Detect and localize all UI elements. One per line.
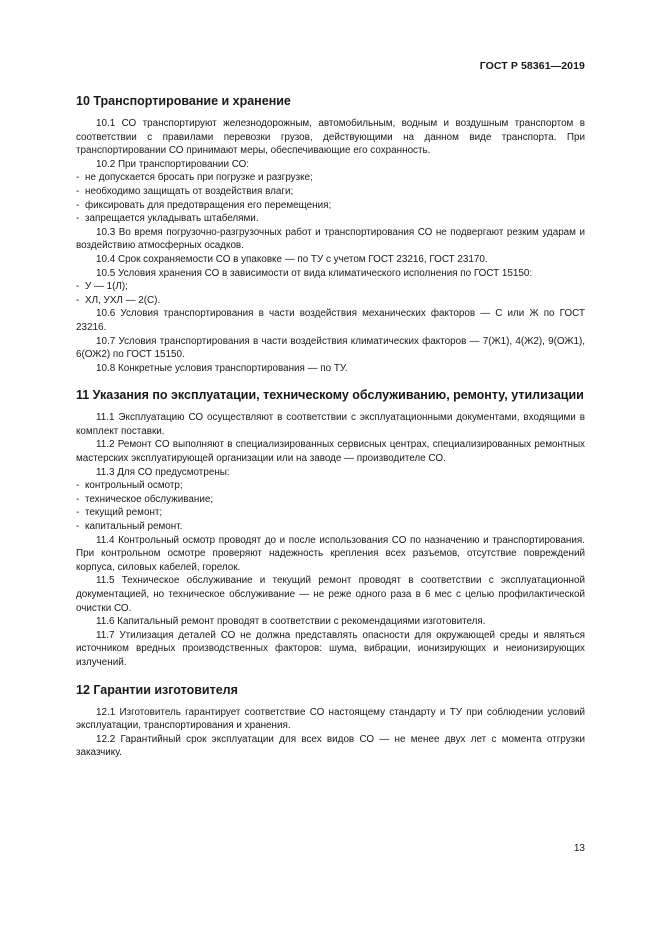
section-title: 11 Указания по эксплуатации, техническому обслуживанию, ремонту, утилизации <box>76 388 584 403</box>
section-11 <box>76 387 585 669</box>
document-body <box>76 93 585 772</box>
paragraph: 11.1 Эксплуатацию СО осуществляют в соответствии с эксплуатационными документами, входящими в комплект поставки. <box>76 412 585 437</box>
paragraph: 11.5 Техническое обслуживание и текущий ремонт проводят в соответствии с эксплуатационной документацией, но техническое обслуживание — не реже одного раза в 6 мес с целью профилактической очистки СО. <box>76 575 585 614</box>
list-item <box>76 185 585 199</box>
list-item-text: необходимо защищать от воздействия влаги; <box>85 185 294 197</box>
paragraph: 10.6 Условия транспортирования в части воздействия механических факторов — С или Ж по ГОСТ 23216. <box>76 308 585 333</box>
list-item-text: техническое обслуживание; <box>85 493 214 505</box>
list-item <box>76 199 585 213</box>
paragraph: 12.1 Изготовитель гарантирует соответствие СО настоящему стандарту и ТУ при соблюдении условий эксплуатации, транспортирования и хранения. <box>76 706 585 732</box>
paragraph: 10.3 Во время погрузочно-разгрузочных работ и транспортирования СО не подвергают резким ударам и воздействию атмосферных осадков. <box>76 226 585 252</box>
list-dash: - <box>76 185 80 197</box>
list-dash: - <box>76 507 80 519</box>
section-12 <box>76 682 585 760</box>
list-dash: - <box>76 281 80 293</box>
paragraph: 10.8 Конкретные условия транспортирования — по ТУ. <box>96 362 348 374</box>
list-item-text: запрещается укладывать штабелями. <box>85 213 259 225</box>
list-item-text: фиксировать для предотвращения его перемещения; <box>85 199 332 211</box>
list-item <box>76 212 585 226</box>
paragraph: 10.4 Срок сохраняемости СО в упаковке — по ТУ с учетом ГОСТ 23216, ГОСТ 23170. <box>96 253 488 265</box>
list-dash: - <box>76 172 80 184</box>
list-item <box>76 171 585 185</box>
paragraph: 10.1 СО транспортируют железнодорожным, автомобильным, водным и воздушным транспортом в соответствии с правилами перевозки грузов, действующими на данном виде транспорта. При транспортировании СО принимают меры, обеспечивающие его сохранность. <box>76 118 585 157</box>
section-10 <box>76 93 585 375</box>
list-dash: - <box>76 493 80 505</box>
list-item <box>76 294 585 308</box>
document-code: ГОСТ Р 58361—2019 <box>479 60 585 72</box>
page-number: 13 <box>573 843 585 854</box>
list-item-text: У — 1(Л); <box>85 281 128 293</box>
paragraph: 11.7 Утилизация деталей СО не должна представлять опасности для окружающей среды и являться источником вредных производственных факторов: шума, вибрации, ионизирующих и неионизирующих излучений. <box>76 629 585 668</box>
paragraph: 11.3 Для СО предусмотрены: <box>96 466 230 478</box>
list-item-text: ХЛ, УХЛ — 2(С). <box>85 294 161 306</box>
section-title: 12 Гарантии изготовителя <box>76 682 238 697</box>
list-item <box>76 479 585 493</box>
list-item <box>76 520 585 534</box>
paragraph: 10.7 Условия транспортирования в части воздействия климатических факторов — 7(Ж1), 4(Ж2), 9(ОЖ1), 6(ОЖ2) по ГОСТ 15150. <box>76 335 585 361</box>
paragraph: 12.2 Гарантийный срок эксплуатации для всех видов СО — не менее двух лет с момента отгрузки заказчику. <box>76 733 585 759</box>
list-dash: - <box>76 480 80 492</box>
list-dash: - <box>76 294 80 306</box>
paragraph: 11.2 Ремонт СО выполняют в специализированных сервисных центрах, специализированных ремонтных мастерских эксплуатирующей организации или на заводе — производителе СО. <box>76 439 585 465</box>
list-item <box>76 493 585 507</box>
list-item-text: не допускается бросать при погрузке и разгрузке; <box>85 172 313 184</box>
paragraph: 11.6 Капитальный ремонт проводят в соответствии с рекомендациями изготовителя. <box>96 616 486 628</box>
section-title: 10 Транспортирование и хранение <box>76 94 291 108</box>
list-item-text: контрольный осмотр; <box>85 480 183 492</box>
list-item-text: капитальный ремонт. <box>85 521 183 533</box>
list-dash: - <box>76 213 80 225</box>
list-item-text: текущий ремонт; <box>85 507 163 519</box>
list-item <box>76 280 585 294</box>
list-dash: - <box>76 199 80 211</box>
list-dash: - <box>76 521 80 533</box>
paragraph: 10.5 Условия хранения СО в зависимости от вида климатического исполнения по ГОСТ 15150: <box>96 267 533 279</box>
paragraph: 10.2 При транспортировании СО: <box>96 158 250 170</box>
list-item <box>76 506 585 520</box>
paragraph: 11.4 Контрольный осмотр проводят до и после использования СО по назначению и транспортирования. При контрольном осмотре проверяют надежность крепления всех разъемов, отсутствие повреждений корпуса, силовых кабелей, горелок. <box>76 534 585 573</box>
